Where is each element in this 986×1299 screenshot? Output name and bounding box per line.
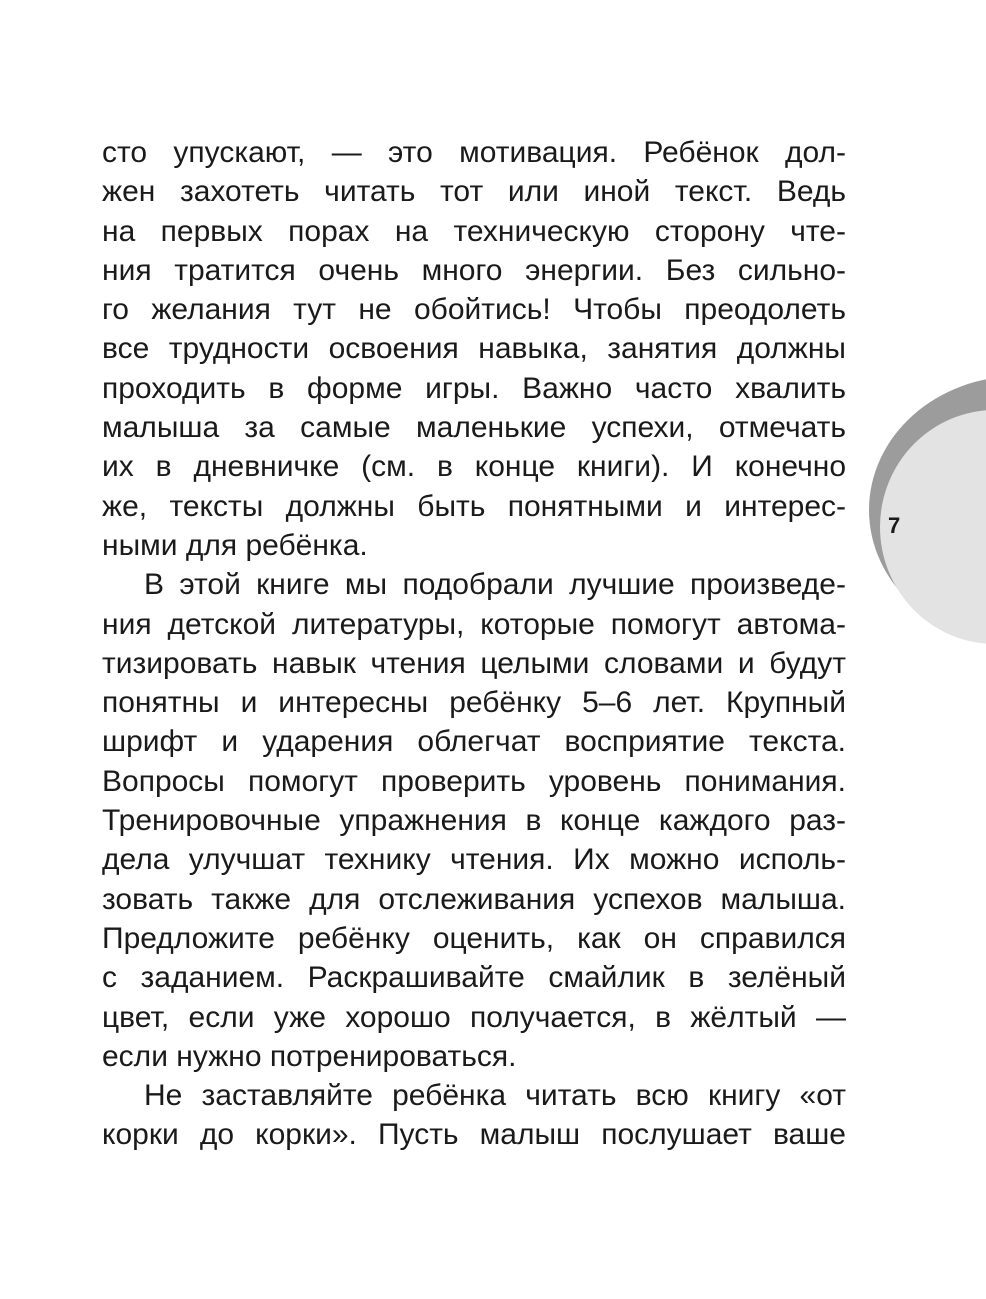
text-line: шрифт и ударения облегчат восприятие текста. (102, 725, 846, 759)
text-line: ния тратится очень много энергии. Без сильно- (102, 253, 846, 287)
text-line: В этой книге мы подобрали лучшие произведе- (144, 568, 846, 602)
text-line: с заданием. Раскрашивайте смайлик в зелёный (102, 961, 846, 995)
text-line: ными для ребёнка. (102, 528, 368, 562)
text-line: жен захотеть читать тот или иной текст. Ведь (102, 175, 846, 209)
paragraph-3 (102, 1076, 846, 1155)
text-line: если нужно потренироваться. (102, 1039, 517, 1073)
text-line: сто упускают, — это мотивация. Ребёнок дол- (102, 136, 846, 169)
text-line: Вопросы помогут проверить уровень понимания. (102, 764, 846, 798)
text-line: понятны и интересны ребёнку 5–6 лет. Крупный (102, 686, 846, 720)
text-line: Не заставляйте ребёнка читать всю книгу «от (144, 1079, 846, 1113)
text-line: Предложите ребёнку оценить, как он справился (102, 921, 846, 955)
text-line: Тренировочные упражнения в конце каждого раз- (102, 804, 846, 838)
body-text (102, 133, 846, 1155)
text-line: го желания тут не обойтись! Чтобы преодолеть (102, 293, 846, 327)
paragraph-2 (102, 565, 846, 1076)
text-line: малыша за самые маленькие успехи, отмечать (102, 411, 846, 445)
text-line: корки до корки». Пусть малыш послушает ваше (102, 1118, 846, 1152)
page-number: 7 (888, 513, 901, 538)
text-line: зовать также для отслеживания успехов малыша. (102, 882, 846, 916)
paragraph-1 (102, 133, 846, 565)
text-line: тизировать навык чтения целыми словами и будут (102, 646, 846, 680)
text-line: дела улучшат технику чтения. Их можно исполь- (102, 843, 846, 877)
text-line: их в дневничке (см. в конце книги). И конечно (102, 450, 846, 484)
text-line: на первых порах на техническую сторону чте- (102, 214, 846, 248)
text-line: цвет, если уже хорошо получается, в жёлтый — (102, 1000, 846, 1034)
text-line: все трудности освоения навыка, занятия должны (102, 332, 846, 366)
text-line: проходить в форме игры. Важно часто хвалить (102, 371, 846, 405)
text-line: же, тексты должны быть понятными и интерес- (102, 489, 846, 523)
text-line: ния детской литературы, которые помогут автома- (102, 607, 846, 641)
